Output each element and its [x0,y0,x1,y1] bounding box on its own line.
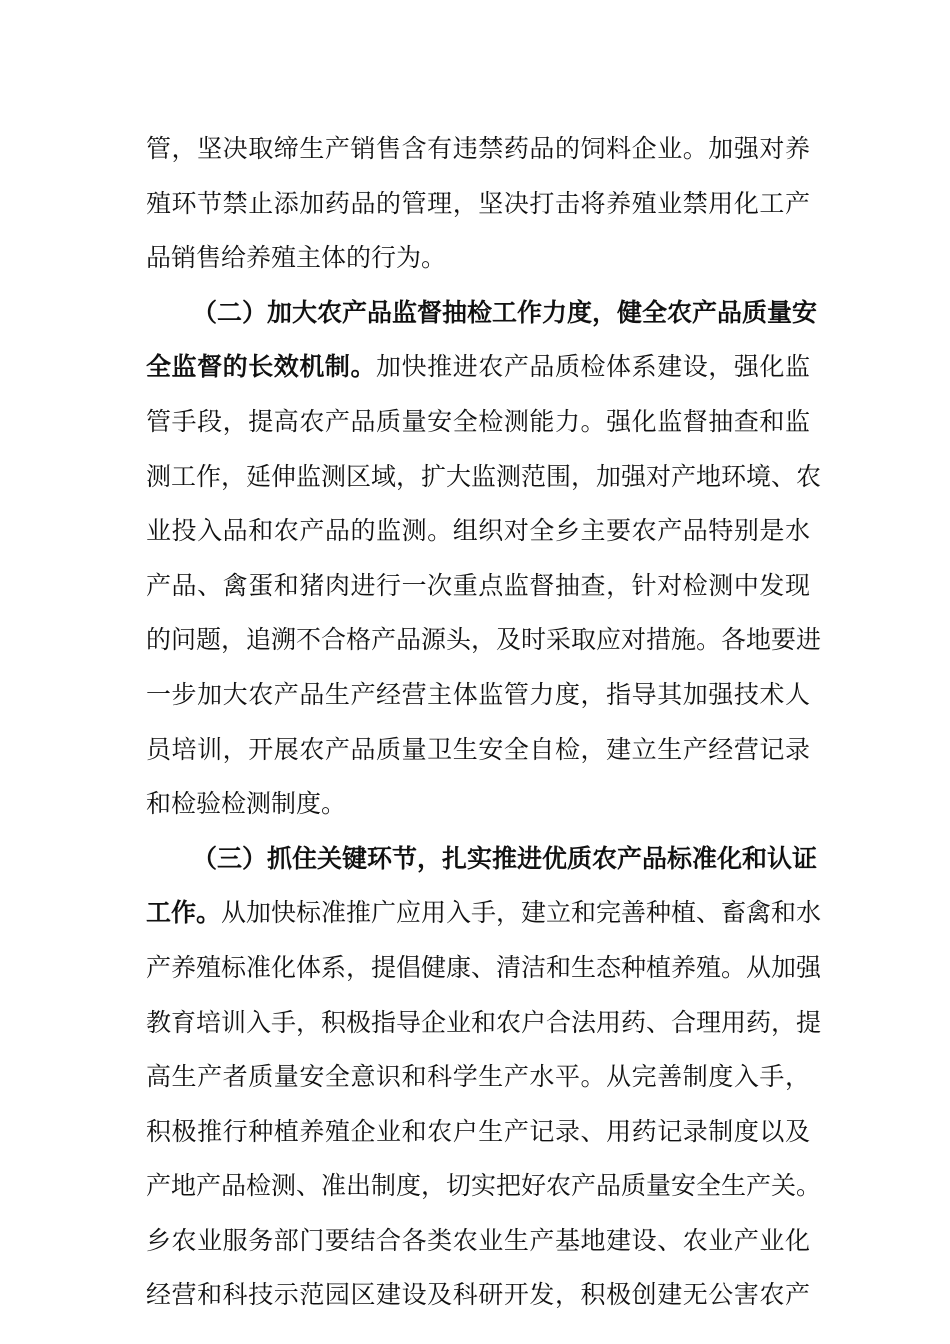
body-text [146,122,822,1323]
text-line [146,450,822,505]
text-line [146,559,810,614]
text-line [146,231,810,286]
paragraph-text: 产养殖标准化体系，提倡健康、清洁和生态种植养殖。从加强 [146,952,822,982]
paragraph-text: 高生产者质量安全意识和科学生产水平。从完善制度入手， [146,1062,810,1092]
paragraph-text: 管手段，提高农产品质量安全检测能力。强化监督抽查和监 [146,406,810,436]
text-line [146,504,810,559]
text-line [146,1214,810,1269]
paragraph-text: 品销售给养殖主体的行为。 [146,243,447,273]
paragraph-text: 管，坚决取缔生产销售含有违禁药品的饲料企业。加强对养 [146,134,810,163]
text-line [146,613,822,668]
paragraph-text: 一步加大农产品生产经营主体监管力度，指导其加强技术人 [146,679,810,709]
paragraph-text: 业投入品和农产品的监测。组织对全乡主要农产品特别是水 [146,516,810,546]
bold-heading-text: （三）抓住关键环节，扎实推进优质农产品标准化和认证 [192,843,818,873]
paragraph-text: 的问题，追溯不合格产品源头，及时采取应对措施。各地要进 [146,625,822,655]
text-line [146,395,810,450]
text-line [146,886,822,941]
text-line [146,777,810,832]
text-line [146,340,810,395]
text-line [146,122,810,177]
paragraph-text: 和检验检测制度。 [146,789,347,819]
text-line [146,996,822,1051]
bold-heading-text: 工作。 [146,898,222,928]
paragraph-text: 产品、禽蛋和猪肉进行一次重点监督抽查，针对检测中发现 [146,570,810,600]
paragraph-text: 员培训，开展农产品质量卫生安全自检，建立生产经营记录 [146,734,810,764]
paragraph-text: 殖环节禁止添加药品的管理，坚决打击将养殖业禁用化工产 [146,188,810,218]
paragraph-text: 从加快标准推广应用入手，建立和完善种植、畜禽和水 [221,898,822,928]
text-line [146,832,818,887]
paragraph-text: 乡农业服务部门要结合各类农业生产基地建设、农业产业化 [146,1225,810,1255]
bold-heading-text: （二）加大农产品监督抽检工作力度，健全农产品质量安 [192,297,818,327]
text-line [146,941,822,996]
paragraph-text: 产地产品检测、准出制度，切实把好农产品质量安全生产关。 [146,1171,822,1201]
text-line [146,1159,822,1214]
paragraph-text: 测工作，延伸监测区域，扩大监测范围，加强对产地环境、农 [146,461,822,491]
paragraph-text: 加快推进农产品质检体系建设，强化监 [376,352,810,382]
text-line [146,668,810,723]
paragraph-text: 经营和科技示范园区建设及科研开发，积极创建无公害农产 [146,1280,810,1310]
text-line [146,1268,810,1323]
bold-heading-text: 全监督的长效机制。 [146,352,377,382]
paragraph-text: 积极推行种植养殖企业和农户生产记录、用药记录制度以及 [146,1116,810,1146]
paragraph-text: 教育培训入手，积极指导企业和农户合法用药、合理用药，提 [146,1007,822,1037]
text-line [146,177,810,232]
text-line [146,723,810,778]
text-line [146,1050,810,1105]
text-line [146,286,818,341]
text-line [146,1105,810,1160]
